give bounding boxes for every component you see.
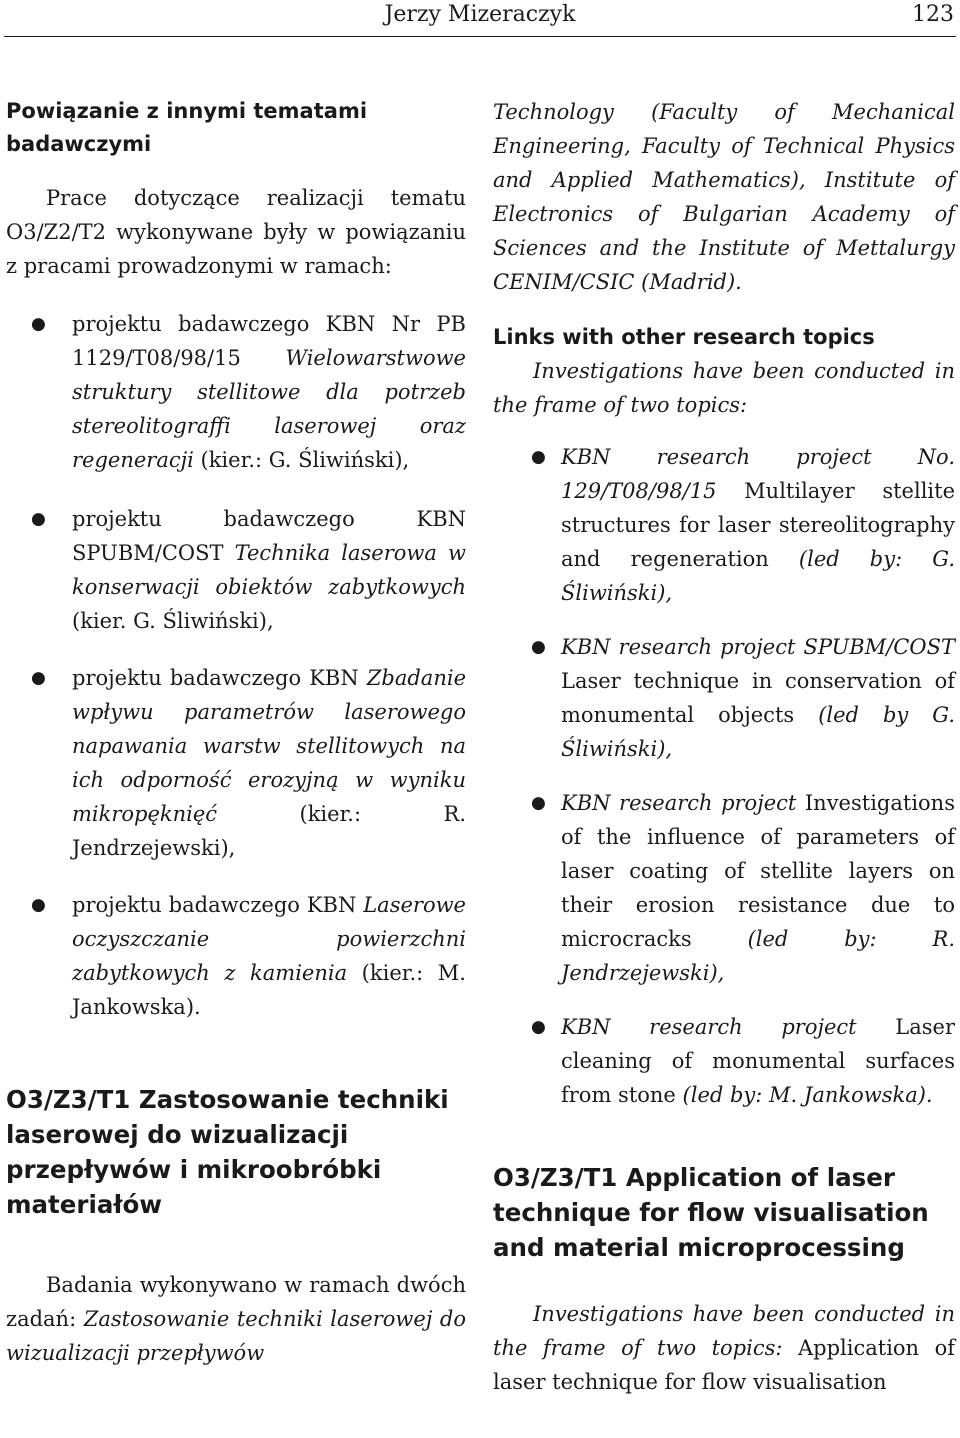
list-item: ● projektu badawczego KBN Zbadanie wpływu parametrów laserowego napawania warstw stellitowych na ich odporność erozyjną w wyniku mikropęknięć (kier.: R. Jendrzejewski), (6, 661, 466, 865)
bullet-icon: ● (31, 509, 46, 529)
list-item: ● projektu badawczego KBN SPUBM/COST Technika laserowa w konserwacji obiektów zabytkowych (kier. G. Śliwiński), (6, 502, 466, 638)
paragraph-en: Investigations have been conducted in the frame of two topics: (493, 359, 955, 417)
bullet-icon: ● (31, 668, 46, 688)
intro-paragraph-pl: Prace dotyczące realizacji tematu O3/Z2/T2 wykonywane były w powiązaniu z pracami prowadzonymi w ramach: (6, 186, 466, 278)
project-list-pl (6, 307, 466, 1024)
bullet-icon: ● (531, 793, 546, 813)
bullet-icon: ● (531, 447, 546, 467)
left-column-polish (6, 95, 466, 1370)
header-rule (4, 36, 956, 37)
list-item: ● KBN research project Laser cleaning of monumental surfaces from stone (led by: M. Jankowska). (493, 1010, 955, 1112)
section-heading-links-en: Links with other research topics (493, 325, 875, 349)
right-column-english (493, 95, 955, 1399)
list-item: ● KBN research project No. 129/T08/98/15 Multilayer stellite structures for laser stereolitography and regeneration (led by: G. Śliwiński), (493, 440, 955, 610)
section-heading-o3z3t1-pl: O3/Z3/T1 Zastosowanie techniki laserowej do wizualizacji przepływów i mikroobróbki materiałów (6, 1085, 449, 1219)
project-list-en (493, 440, 955, 1112)
section-heading-o3z3t1-en: O3/Z3/T1 Application of laser technique for flow visualisation and material microprocessing (493, 1163, 929, 1262)
list-item: ● KBN research project SPUBM/COST Laser technique in conservation of monumental objects (led by G. Śliwiński), (493, 630, 955, 766)
bullet-icon: ● (31, 895, 46, 915)
bullet-icon: ● (531, 1017, 546, 1037)
list-item: ● KBN research project Investigations of the influence of parameters of laser coating of stellite layers on their erosion resistance due to microcracks (led by: R. Jendrzejewski), (493, 786, 955, 990)
intro-paragraph-en: Technology (Faculty of Mechanical Engineering, Faculty of Technical Physics and Applied Mathematics), Institute of Electronics of Bulgarian Academy of Sciences and the Institute of Mettalurgy CENIM/CSIC (Madrid). (493, 100, 955, 294)
page-header (0, 0, 960, 34)
list-item: ● projektu badawczego KBN Nr PB 1129/T08/98/15 Wielowarstwowe struktury stellitowe dla potrzeb stereolitograffi laserowej oraz regeneracji (kier.: G. Śliwiński), (6, 307, 466, 477)
section-heading-links-pl: Powiązanie z innymi tematami badawczymi (6, 99, 368, 156)
body-paragraph-en: Investigations have been conducted in the frame of two topics: Application of laser technique for flow visualisation (493, 1302, 956, 1394)
bullet-icon: ● (531, 637, 546, 657)
bullet-icon: ● (31, 314, 46, 334)
page-number: 123 (912, 2, 954, 27)
body-paragraph-pl: Badania wykonywano w ramach dwóch zadań: Zastosowanie techniki laserowej do wizualizacji przepływów (6, 1273, 466, 1365)
list-item: ● projektu badawczego KBN Laserowe oczyszczanie powierzchni zabytkowych z kamienia (kier.: M. Jankowska). (6, 888, 466, 1024)
running-head-author: Jerzy Mizeraczyk (384, 2, 576, 27)
